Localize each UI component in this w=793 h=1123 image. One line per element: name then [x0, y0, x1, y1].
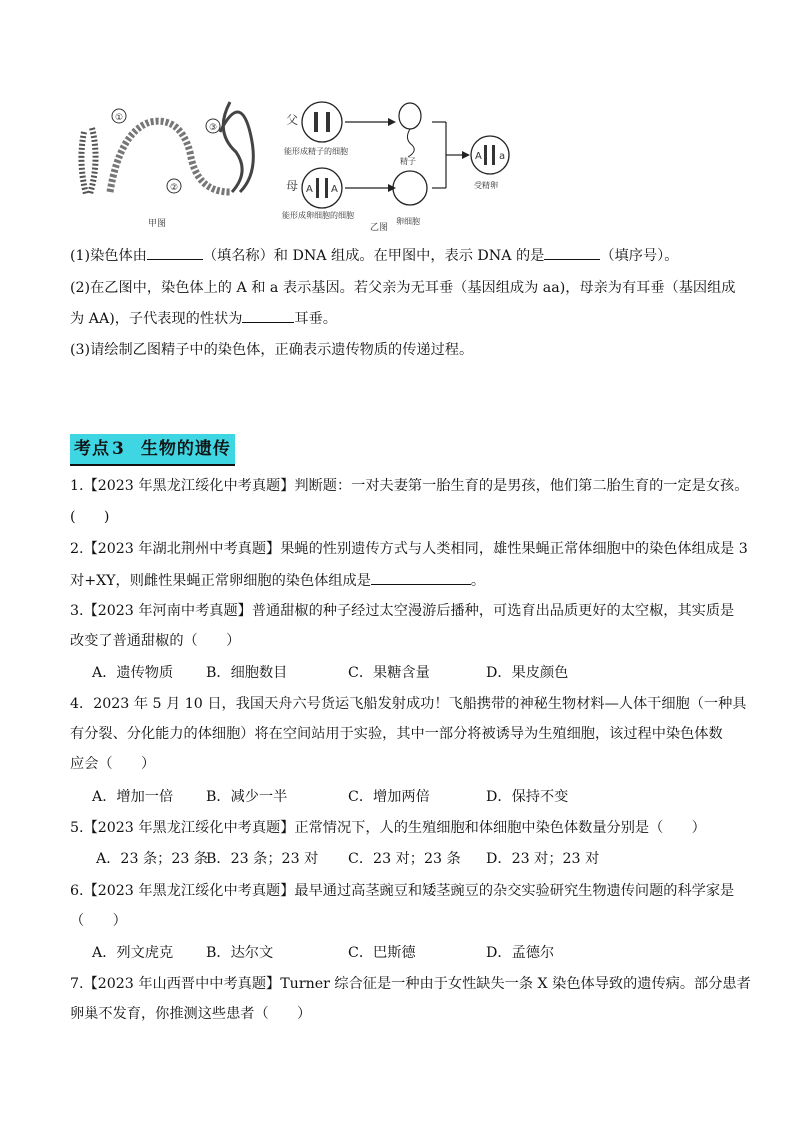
q6-option-c[interactable]: C．巴斯德	[348, 945, 416, 961]
zygote-chromosome-1	[484, 145, 487, 165]
q4-option-c[interactable]: C．增加两倍	[348, 789, 430, 805]
q3-option-d[interactable]: D．果皮颜色	[486, 665, 569, 681]
prev-q-part2-line1: (2)在乙图中，染色体上的 A 和 a 表示基因。若父亲为无耳垂（基因组成为 aa)，母亲为有耳垂（基因组成	[70, 280, 736, 296]
marker-3: ③	[209, 123, 218, 133]
figure-jia-label: 甲图	[148, 219, 167, 229]
father-cell-caption: 能形成精子的细胞	[284, 147, 348, 156]
mother-gene-right: A	[331, 184, 338, 195]
mother-chromosome-2	[325, 178, 328, 198]
zygote-gene-right: a	[499, 151, 506, 162]
q4-option-a[interactable]: A．增加一倍	[92, 789, 174, 805]
q7-line1: 7.【2023 年山西晋中中考真题】Turner 综合征是一种由于女性缺失一条 X 染色体导致的遗传病。部分患者	[70, 976, 751, 992]
egg-cell	[393, 171, 427, 205]
q3-line2: 改变了普通甜椒的（ ）	[70, 633, 241, 649]
father-arrowhead	[388, 118, 396, 126]
prev-q-part1	[70, 245, 678, 266]
q6-option-d[interactable]: D．孟德尔	[486, 945, 555, 961]
q3-option-b[interactable]: B．细胞数目	[206, 665, 288, 681]
q7-line2: 卵巢不发育，你推测这些患者（ ）	[70, 1006, 312, 1022]
mother-label: 母	[286, 179, 299, 193]
q4-line2: 有分裂、分化能力的体细胞）将在空间站用于实验，其中一部分将被诱导为生殖细胞，该过程中染色体数	[70, 726, 723, 742]
answer-blank-1[interactable]	[147, 245, 203, 260]
figure-jia	[81, 102, 253, 229]
section-number: 3	[112, 439, 125, 459]
figure-yi	[282, 102, 509, 232]
prev-q-part2-text-a: 为 AA)，子代表现的性状为	[70, 311, 243, 327]
figure-yi-label: 乙图	[370, 223, 389, 232]
sperm-head	[399, 103, 421, 129]
q4-option-d[interactable]: D．保持不变	[486, 789, 569, 805]
marker-1: ①	[115, 113, 124, 123]
q2-line2	[70, 570, 485, 591]
mother-chromosome-1	[316, 178, 319, 198]
q3-option-a[interactable]: A．遗传物质	[92, 665, 174, 681]
prev-q-part2-line2	[70, 308, 337, 329]
section-title: 生物的遗传	[140, 439, 231, 459]
q1-answer-paren[interactable]: ( )	[70, 509, 110, 525]
prev-q-part1-text-a: (1)染色体由	[70, 248, 147, 264]
prev-q-part1-text-b: （填名称）和 DNA 组成。在甲图中，表示 DNA 的是	[202, 248, 545, 264]
sperm-tail	[407, 129, 414, 157]
section-prefix: 考点	[74, 439, 110, 459]
q4-option-b[interactable]: B．减少一半	[206, 789, 288, 805]
answer-blank-2[interactable]	[544, 245, 600, 260]
egg-caption: 卵细胞	[396, 217, 420, 226]
marker-2: ②	[170, 183, 179, 193]
q6-option-a[interactable]: A．列文虎克	[92, 945, 174, 961]
father-label: 父	[286, 113, 299, 127]
zygote-caption: 受精卵	[474, 181, 498, 190]
q5-option-a[interactable]: A．23 条；23 条	[96, 851, 209, 867]
q3-option-c[interactable]: C．果糖含量	[348, 665, 430, 681]
q6-answer-paren[interactable]: （ ）	[70, 913, 127, 929]
q5-option-b[interactable]: B．23 条；23 对	[206, 851, 319, 867]
q1-line1: 1.【2023 年黑龙江绥化中考真题】判断题：一对夫妻第一胎生育的是男孩，他们第二胎生育的一定是女孩。	[70, 478, 749, 494]
genetics-figure	[70, 92, 530, 232]
zygote-chromosome-2	[492, 145, 495, 165]
zygote-arrowhead	[462, 151, 470, 159]
answer-blank-q2[interactable]	[371, 570, 471, 585]
section-heading	[70, 434, 235, 466]
q6-line1: 6.【2023 年黑龙江绥化中考真题】最早通过高茎豌豆和矮茎豌豆的杂交实验研究生物遗传问题的科学家是	[70, 883, 735, 899]
father-chromosome-2	[326, 112, 330, 132]
chromosome-shape	[81, 128, 95, 194]
q5-line1: 5.【2023 年黑龙江绥化中考真题】正常情况下，人的生殖细胞和体细胞中染色体数量分别是（ ）	[70, 820, 706, 836]
prev-q-part2-text-b: 耳垂。	[294, 311, 337, 327]
q2-line1: 2.【2023 年湖北荆州中考真题】果蝇的性别遗传方式与人类相同，雄性果蝇正常体细胞中的染色体组成是 3	[70, 541, 748, 557]
q4-line3: 应会（ ）	[70, 756, 156, 772]
q3-line1: 3.【2023 年河南中考真题】普通甜椒的种子经过太空漫游后播种，可选育出品质更好的太空椒，其实质是	[70, 603, 735, 619]
zygote-gene-left: A	[475, 151, 482, 162]
father-cell	[302, 102, 342, 142]
q5-option-c[interactable]: C．23 对；23 条	[348, 851, 461, 867]
father-chromosome-1	[314, 112, 318, 132]
q6-option-b[interactable]: B．达尔文	[206, 945, 274, 961]
prev-q-part3: (3)请绘制乙图精子中的染色体，正确表示遗传物质的传递过程。	[70, 342, 474, 358]
answer-blank-3[interactable]	[242, 308, 294, 323]
q5-option-d[interactable]: D．23 对；23 对	[486, 851, 600, 867]
prev-q-part1-text-c: （填序号）。	[600, 248, 679, 264]
mother-gene-left: A	[306, 184, 313, 195]
q4-line1: 4．2023 年 5 月 10 日，我国天舟六号货运飞船发射成功！飞船携带的神秘生物材料—人体干细胞（一种具	[70, 696, 747, 712]
q2-text-a: 对+XY，则雌性果蝇正常卵细胞的染色体组成是	[70, 573, 371, 589]
q2-text-b: 。	[470, 573, 486, 589]
sperm-caption: 精子	[400, 157, 416, 166]
mother-cell-caption: 能形成卵细胞的细胞	[282, 211, 354, 220]
mother-arrowhead	[388, 184, 396, 192]
